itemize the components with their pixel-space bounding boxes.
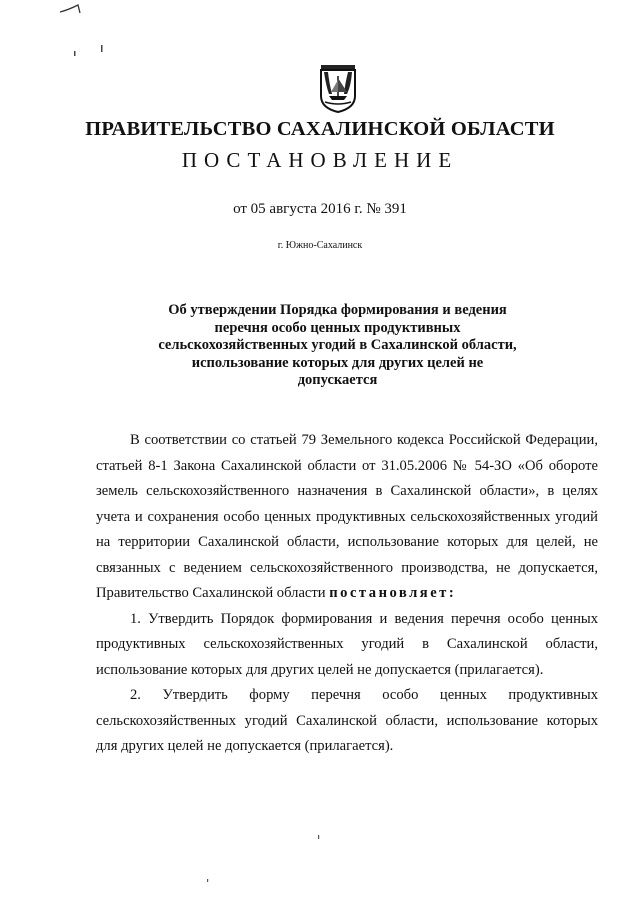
decree-city: г. Южно-Сахалинск: [277, 240, 363, 251]
decree-date-number: от 05 августа 2016 г. № 391: [233, 201, 407, 217]
decree-body: [96, 428, 598, 760]
title-line: перечня особо ценных продуктивных: [214, 319, 461, 336]
scan-speck: [99, 44, 105, 54]
title-line: допускается: [297, 372, 378, 388]
item-2-paragraph: 2. Утвердить форму перечня особо ценных продуктивных сельскохозяйственных угодий Сахалинской области, использование которых для других целей не допускается (прилагается).: [96, 687, 598, 754]
title-line: использование которых для других целей не: [191, 354, 484, 371]
scan-speck: [72, 50, 78, 58]
decree-title: [150, 302, 525, 390]
resolves-word: постановляет:: [329, 585, 457, 601]
scan-mark: [58, 2, 88, 16]
scan-speck: [316, 834, 322, 842]
coat-of-arms-icon: [318, 62, 358, 114]
document-type: ПОСТАНОВЛЕНИЕ: [181, 148, 459, 172]
title-line: Об утверждении Порядка формирования и ведения: [168, 302, 507, 318]
scan-speck: [205, 878, 211, 886]
preamble-paragraph: [96, 428, 598, 607]
item-1-paragraph: 1. Утвердить Порядок формирования и ведения перечня особо ценных продуктивных сельскохозяйственных угодий в Сахалинской области, использование которых для других целей не допускается (прилагается).: [96, 610, 598, 678]
preamble-text: В соответствии со статьей 79 Земельного кодекса Российской Федерации, статьей 8-1 Закона Сахалинской области от 31.05.2006 № 54-ЗО «Об обороте земель сельскохозяйственного назначения в Сахалинской области», в целях учета и сохранения особо ценных продуктивных сельскохозяйственных угодий на территории Сахалинской области, использование которых для целей, не связанных с ведением сельскохозяйственного производства, не допускается, Правительство Сахалинской области: [96, 432, 598, 601]
title-line: сельскохозяйственных угодий в Сахалинской области,: [158, 337, 517, 353]
government-name: ПРАВИТЕЛЬСТВО САХАЛИНСКОЙ ОБЛАСТИ: [85, 118, 555, 140]
